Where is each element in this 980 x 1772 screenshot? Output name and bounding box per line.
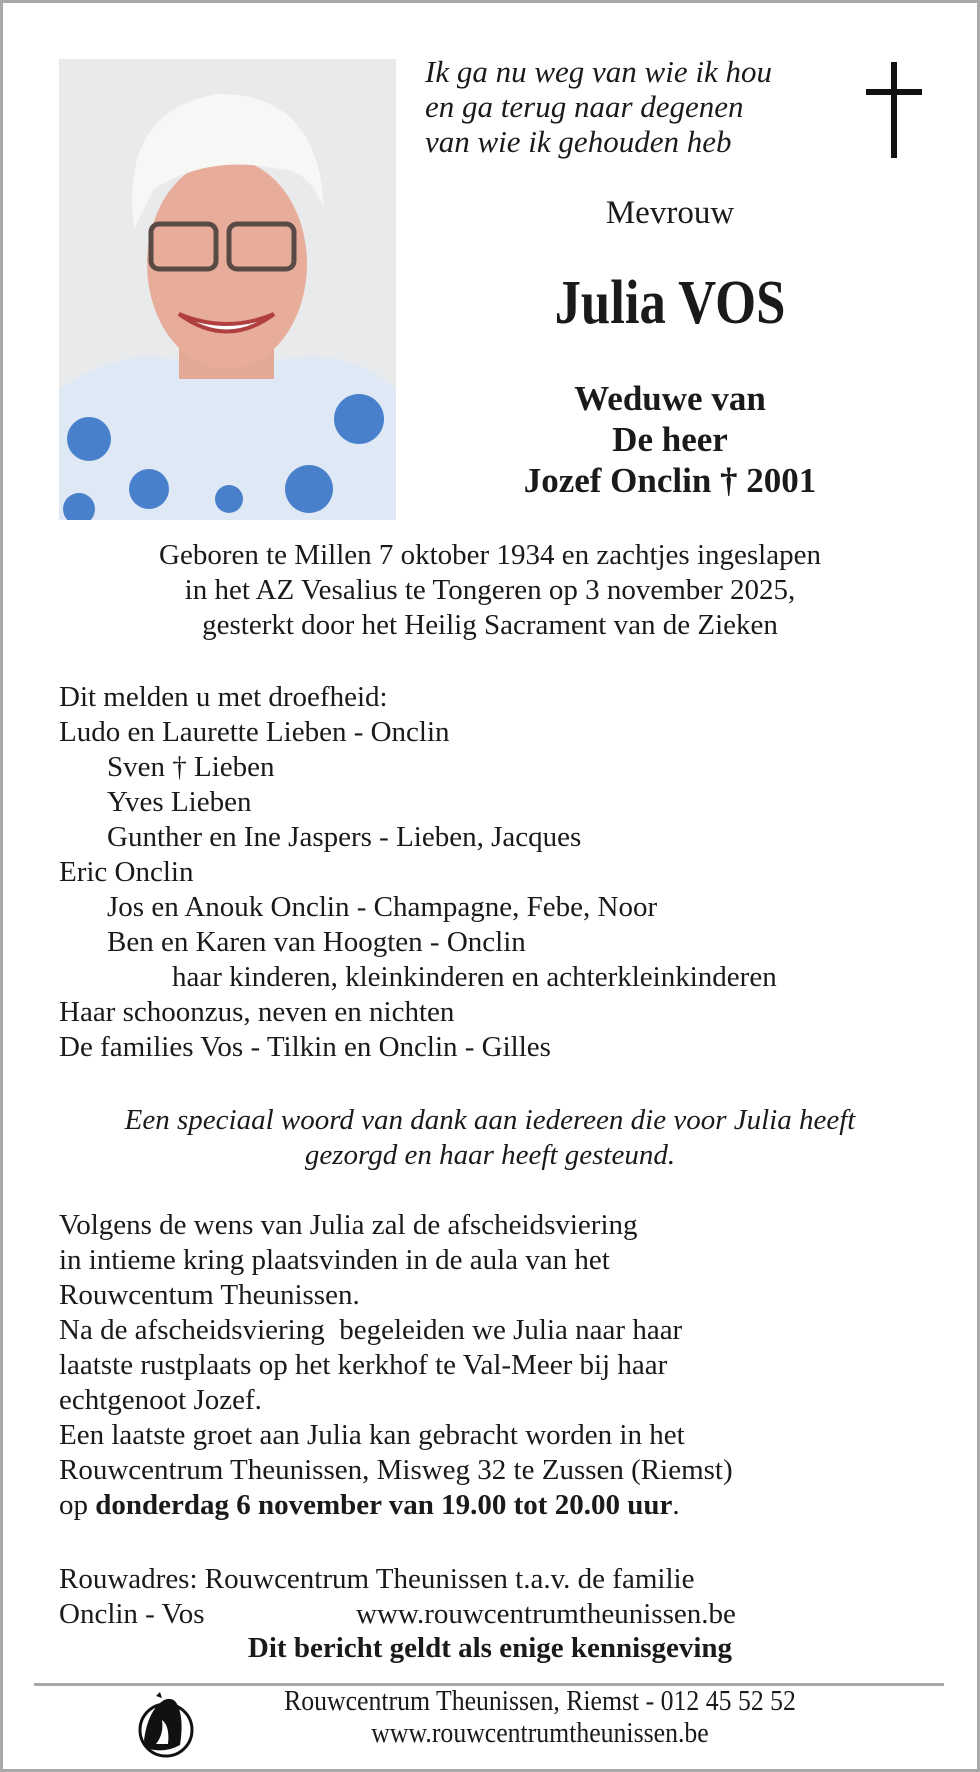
salutation: Mevrouw xyxy=(605,195,735,231)
address-line-2 xyxy=(59,1597,939,1632)
family-names: Onclin - Vos xyxy=(59,1598,205,1630)
website-link[interactable]: www.rouwcentrumtheunissen.be xyxy=(356,1598,736,1630)
ceremony-line: Na de afscheidsviering begeleiden we Julia naar haar xyxy=(59,1314,683,1346)
visitation-time: donderdag 6 november van 19.00 tot 20.00 uur xyxy=(95,1489,673,1521)
thanks-line: gezorgd en haar heeft gesteund. xyxy=(304,1139,676,1171)
notice-statement: Dit bericht geldt als enige kennisgeving xyxy=(247,1632,733,1664)
ceremony-line: laatste rustplaats op het kerkhof te Val-Meer bij haar xyxy=(59,1349,668,1381)
family-member-line: Haar schoonzus, neven en nichten xyxy=(59,996,455,1028)
family-member-line: Dit melden u met droefheid: xyxy=(59,681,388,713)
footer-website[interactable]: www.rouwcentrumtheunissen.be xyxy=(371,1718,709,1749)
spouse-line: Jozef Onclin † 2001 xyxy=(523,461,817,500)
memorial-quote xyxy=(425,54,772,159)
ceremony-line: Rouwcentum Theunissen. xyxy=(59,1279,360,1311)
ceremony-info xyxy=(59,1208,959,1523)
ceremony-line: in intieme kring plaatsvinden in de aula van het xyxy=(59,1244,610,1276)
ceremony-line: Volgens de wens van Julia zal de afscheidsviering xyxy=(59,1209,638,1241)
spouse-info xyxy=(440,378,900,501)
address-line: Rouwadres: Rouwcentrum Theunissen t.a.v. de familie xyxy=(59,1563,695,1595)
spouse-line: De heer xyxy=(612,420,728,459)
funeral-home-logo-icon xyxy=(134,1690,198,1758)
spouse-line: Weduwe van xyxy=(574,379,766,418)
ceremony-line: Een laatste groet aan Julia kan gebracht worden in het xyxy=(59,1419,685,1451)
footer-contact: Rouwcentrum Theunissen, Riemst - 012 45 52 52 xyxy=(284,1686,796,1717)
portrait-photo xyxy=(59,59,396,520)
thanks-line: Een speciaal woord van dank aan iedereen die voor Julia heeft xyxy=(124,1104,856,1136)
family-member-line: Yves Lieben xyxy=(107,786,252,818)
visitation-suffix: . xyxy=(672,1489,680,1521)
ceremony-line: Rouwcentrum Theunissen, Misweg 32 te Zussen (Riemst) xyxy=(59,1454,733,1486)
funeral-home-footer xyxy=(227,1686,853,1750)
deceased-name: Julia VOS xyxy=(554,269,786,337)
family-member-line: Gunther en Ine Jaspers - Lieben, Jacques xyxy=(107,821,582,853)
birth-death-line: in het AZ Vesalius te Tongeren op 3 november 2025, xyxy=(184,574,796,606)
thanks-message xyxy=(40,1103,940,1173)
family-member-line: De families Vos - Tilkin en Onclin - Gilles xyxy=(59,1031,551,1063)
birth-death-line: Geboren te Millen 7 oktober 1934 en zachtjes ingeslapen xyxy=(159,539,821,571)
cross-icon xyxy=(866,62,922,158)
visitation-prefix: op xyxy=(59,1489,96,1521)
birth-death-info xyxy=(40,538,940,643)
family-member-line: Sven † Lieben xyxy=(107,751,275,783)
family-member-line: Eric Onclin xyxy=(59,856,194,888)
family-list xyxy=(59,680,777,1065)
ceremony-line: echtgenoot Jozef. xyxy=(59,1384,262,1416)
family-member-line: Ludo en Laurette Lieben - Onclin xyxy=(59,716,450,748)
visitation-line xyxy=(59,1488,959,1523)
mourning-address xyxy=(59,1562,939,1632)
family-member-line: Jos en Anouk Onclin - Champagne, Febe, Noor xyxy=(107,891,658,923)
quote-line: Ik ga nu weg van wie ik hou xyxy=(425,54,772,89)
quote-line: en ga terug naar degenen xyxy=(425,89,744,124)
family-member-line: Ben en Karen van Hoogten - Onclin xyxy=(107,926,526,958)
family-member-line: haar kinderen, kleinkinderen en achterkleinkinderen xyxy=(172,961,777,993)
quote-line: van wie ik gehouden heb xyxy=(425,124,732,159)
birth-death-line: gesterkt door het Heilig Sacrament van de Zieken xyxy=(202,609,778,641)
